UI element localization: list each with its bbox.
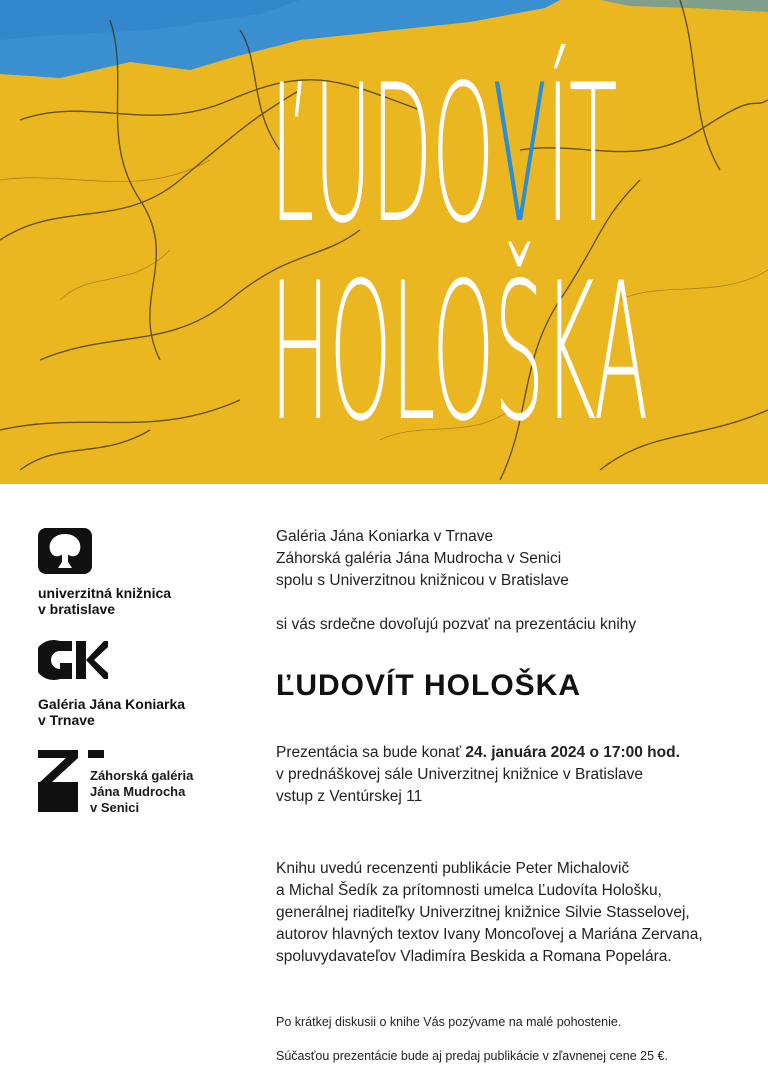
zg-logo-line-2: Jána Mudrocha <box>90 784 186 799</box>
partner-logos <box>38 528 238 838</box>
hero-title-accent-letter: V <box>492 44 547 265</box>
event-details <box>276 742 756 808</box>
reviewers-line: Knihu uvedú recenzenti publikácie Peter Michalovič <box>276 860 630 877</box>
reviewers-line: generálnej riaditeľky Univerzitnej knižnice Silvie Stasselovej, <box>276 904 690 921</box>
reviewers-line: autorov hlavných textov Ivany Moncoľovej a Mariána Zervana, <box>276 926 703 943</box>
refreshment-note: Po krátkej diskusii o knihe Vás pozývame na malé pohostenie. <box>276 1015 622 1029</box>
zg-logo-line-1: Záhorská galéria <box>90 768 194 783</box>
hero-title-line-2: HOLOŠKA <box>270 242 648 463</box>
reviewers-line: a Michal Šedík za prítomnosti umelca Ľudovíta Hološku, <box>276 882 662 899</box>
event-venue: v prednáškovej sále Univerzitnej knižnice v Bratislave <box>276 766 643 783</box>
hero-banner <box>0 0 768 484</box>
event-entrance: vstup z Ventúrskej 11 <box>276 788 423 805</box>
zg-logo-text <box>90 768 193 816</box>
organizers-list <box>276 526 756 592</box>
event-date-line: Prezentácia sa bude konať 24. januára 2024 o 17:00 hod. <box>276 744 680 761</box>
event-date: 24. januára 2024 o 17:00 hod. <box>465 744 680 761</box>
sale-note: Súčasťou prezentácie bude aj predaj publikácie v zľavnenej cene 25 €. <box>276 1049 668 1063</box>
gjk-logo <box>38 639 238 728</box>
reviewers-line: spoluvydavateľov Vladimíra Beskida a Romana Popelára. <box>276 948 672 965</box>
ukb-logo-icon <box>38 528 92 574</box>
organizer-line: Galéria Jána Koniarka v Trnave <box>276 528 494 545</box>
gjk-logo-line-2: v Trnave <box>38 712 95 728</box>
reviewers-paragraph <box>276 858 756 968</box>
zg-logo <box>38 750 238 816</box>
invite-text: si vás srdečne dovoľujú pozvať na prezentáciu knihy <box>276 616 637 633</box>
hero-title-line-1: ĽUDOVÍT <box>270 44 617 265</box>
book-title: ĽUDOVÍT HOLOŠKA <box>276 669 581 702</box>
hero-title <box>270 44 750 463</box>
gjk-logo-line-1: Galéria Jána Koniarka <box>38 696 186 712</box>
ukb-logo <box>38 528 238 617</box>
invitation-content <box>276 526 756 1064</box>
zg-logo-line-3: v Senici <box>90 800 140 815</box>
ukb-logo-line-2: v bratislave <box>38 601 116 617</box>
organizer-line: Záhorská galéria Jána Mudrocha v Senici <box>276 550 562 567</box>
organizer-line: spolu s Univerzitnou knižnicou v Bratislave <box>276 572 569 589</box>
ukb-logo-line-1: univerzitná knižnica <box>38 585 172 601</box>
gjk-logo-icon <box>38 639 108 681</box>
